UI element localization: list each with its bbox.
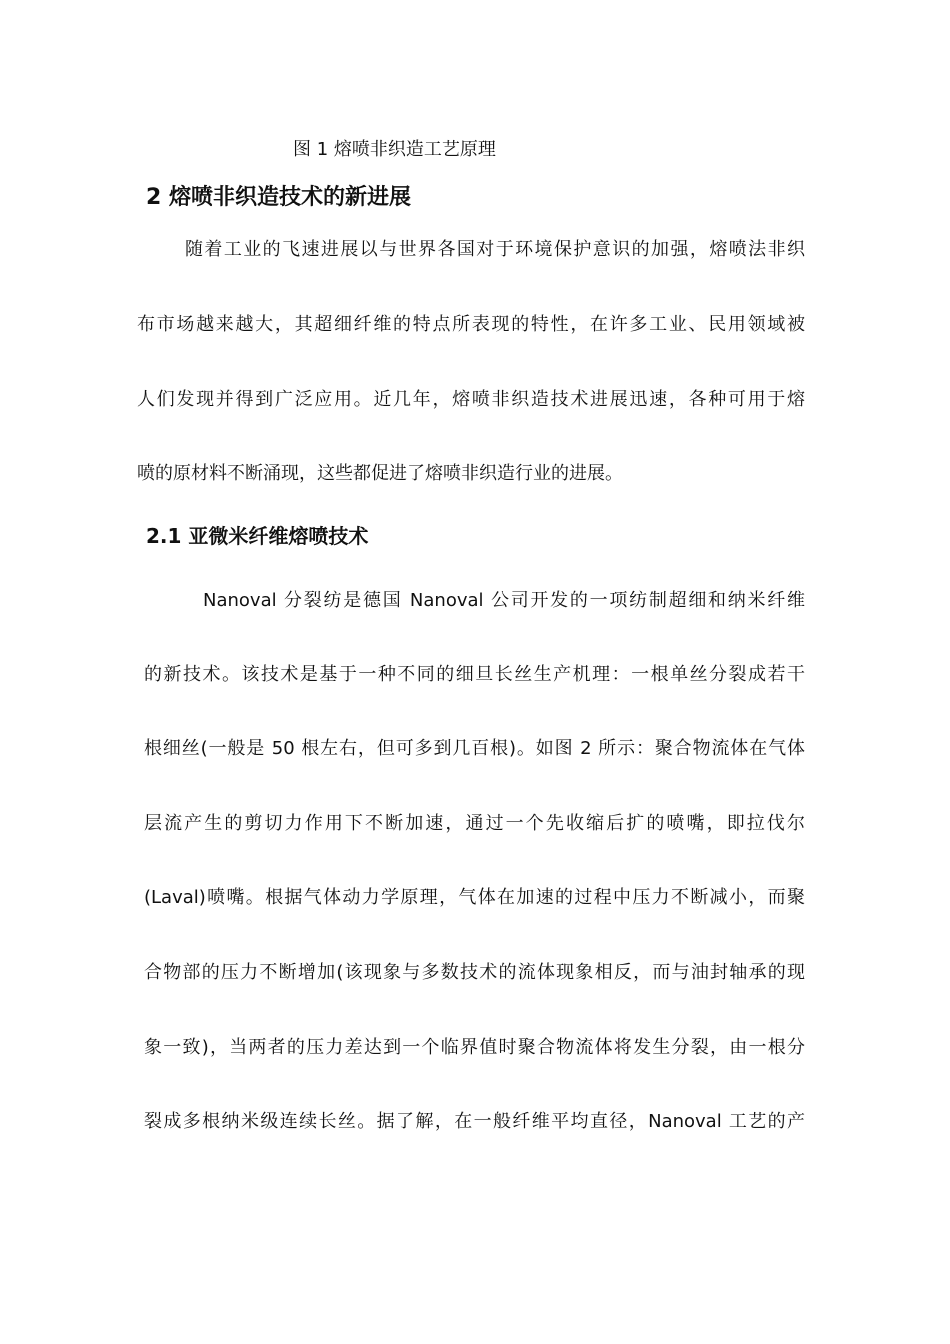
paragraph-line: 喷的原材料不断涌现，这些都促进了熔喷非织造行业的进展。 [137,463,623,484]
figure-caption: 图 1 熔喷非织造工艺原理 [293,139,496,160]
section-heading-2-1: 2.1 亚微米纤维熔喷技术 [146,524,369,548]
paragraph-line: 裂成多根纳米级连续长丝。据了解，在一般纤维平均直径，Nanoval 工艺的产 [144,1111,805,1132]
section-heading-2: 2 熔喷非织造技术的新进展 [146,185,411,210]
paragraph-line: 的新技术。该技术是基于一种不同的细旦长丝生产机理：一根单丝分裂成若干 [144,664,805,685]
paragraph-line: 层流产生的剪切力作用下不断加速，通过一个先收缩后扩的喷嘴，即拉伐尔 [144,813,805,834]
paragraph-line: 随着工业的飞速进展以与世界各国对于环境保护意识的加强，熔喷法非织 [185,239,805,260]
paragraph-line: 根细丝(一般是 50 根左右，但可多到几百根)。如图 2 所示：聚合物流体在气体 [144,738,805,759]
paragraph-line: Nanoval 分裂纺是德国 Nanoval 公司开发的一项纺制超细和纳米纤维 [203,590,805,611]
paragraph-line: 布市场越来越大，其超细纤维的特点所表现的特性，在许多工业、民用领域被 [137,314,805,335]
paragraph-line: 人们发现并得到广泛应用。近几年，熔喷非织造技术进展迅速，各种可用于熔 [137,389,805,410]
paragraph-line: 合物部的压力不断增加(该现象与多数技术的流体现象相反，而与油封轴承的现 [144,962,805,983]
paragraph-line: 象一致)，当两者的压力差达到一个临界值时聚合物流体将发生分裂，由一根分 [144,1037,805,1058]
paragraph-line: (Laval)喷嘴。根据气体动力学原理，气体在加速的过程中压力不断减小，而聚 [144,887,805,908]
